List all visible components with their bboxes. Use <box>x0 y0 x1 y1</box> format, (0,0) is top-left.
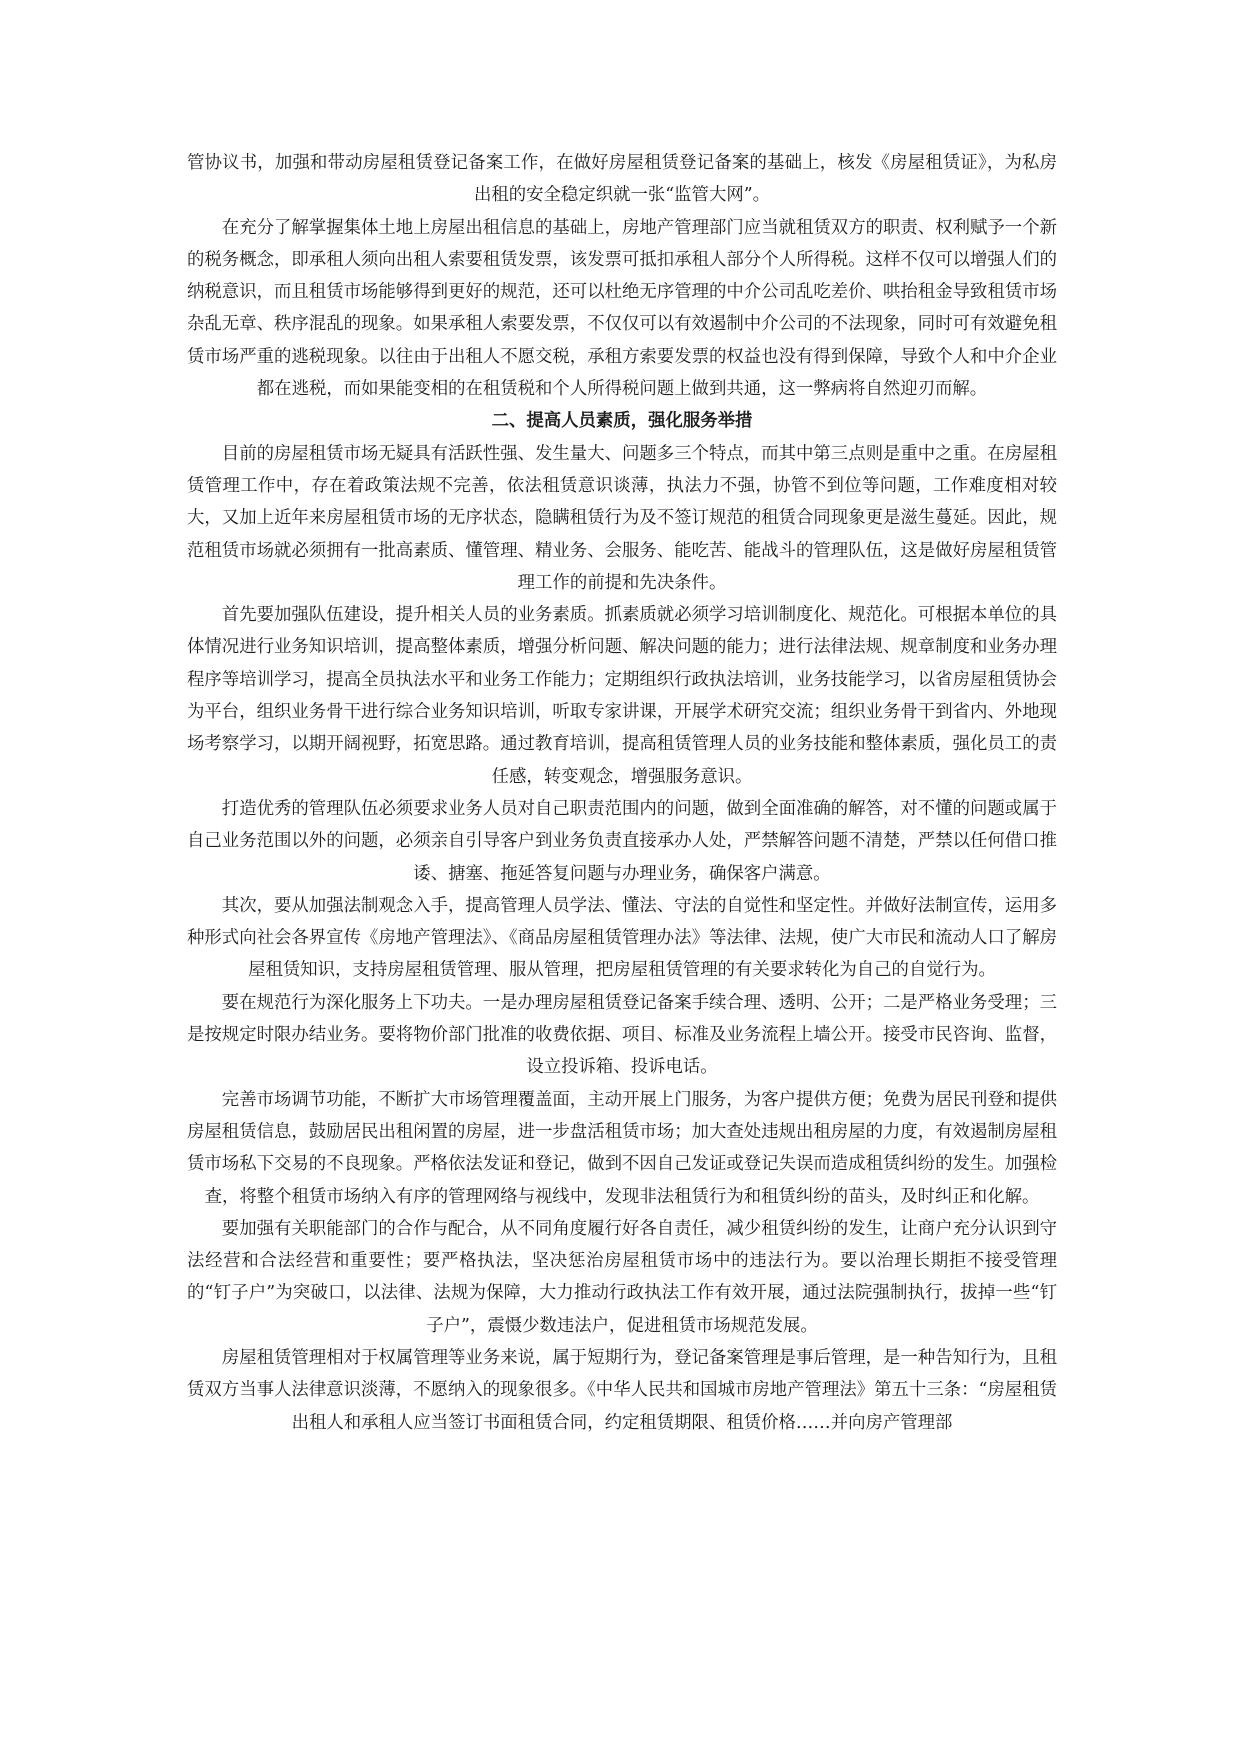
paragraph: 其次，要从加强法制观念入手，提高管理人员学法、懂法、守法的自觉性和坚定性。并做好法制宣传，运用多种形式向社会各界宣传《房地产管理法》、《商品房屋租赁管理办法》等法律、法规，使广大市民和流动人口了解房屋租赁知识，支持房屋租赁管理、服从管理，把房屋租赁管理的有关要求转化为自己的自觉行为。 <box>187 895 1057 981</box>
paragraph: 打造优秀的管理队伍必须要求业务人员对自己职责范围内的问题，做到全面准确的解答，对不懂的问题或属于自己业务范围以外的问题，必须亲自引导客户到业务负责直接承办人处，严禁解答问题不清楚，严禁以任何借口推诿、搪塞、拖延答复问题与办理业务，确保客户满意。 <box>187 798 1057 884</box>
paragraph: 管协议书，加强和带动房屋租赁登记备案工作，在做好房屋租赁登记备案的基础上，核发《房屋租赁证》，为私房出租的安全稳定织就一张“监管大网”。 <box>187 153 1057 206</box>
paragraph: 要加强有关职能部门的合作与配合，从不同角度履行好各自责任，减少租赁纠纷的发生，让商户充分认识到守法经营和合法经营和重要性；要严格执法，坚决惩治房屋租赁市场中的违法行为。要以治理长期拒不接受管理的“钉子户”为突破口，以法律、法规为保障，大力推动行政执法工作有效开展，通过法院强制执行，拔掉一些“钉子户”，震慑少数违法户，促进租赁市场规范发展。 <box>187 1218 1057 1336</box>
paragraph: 在充分了解掌握集体土地上房屋出租信息的基础上，房地产管理部门应当就租赁双方的职责、权利赋予一个新的税务概念，即承租人须向出租人索要租赁发票，该发票可抵扣承租人部分个人所得税。这样不仅可以增强人们的纳税意识，而且租赁市场能够得到更好的规范，还可以杜绝无序管理的中介公司乱吃差价、哄抬租金导致租赁市场杂乱无章、秩序混乱的现象。如果承租人索要发票，不仅仅可以有效遏制中介公司的不法现象，同时可有效避免租赁市场严重的逃税现象。以往由于出租人不愿交税，承租方索要发票的权益也没有得到保障，导致个人和中介企业都在逃税，而如果能变相的在租赁税和个人所得税问题上做到共通，这一弊病将自然迎刃而解。 <box>187 217 1057 400</box>
paragraph: 要在规范行为深化服务上下功夫。一是办理房屋租赁登记备案手续合理、透明、公开；二是严格业务受理；三是按规定时限办结业务。要将物价部门批准的收费依据、项目、标准及业务流程上墙公开。接受市民咨询、监督，设立投诉箱、投诉电话。 <box>187 992 1057 1078</box>
paragraph: 完善市场调节功能，不断扩大市场管理覆盖面，主动开展上门服务，为客户提供方便；免费为居民刊登和提供房屋租赁信息，鼓励居民出租闲置的房屋，进一步盘活租赁市场；加大查处违规出租房屋的力度，有效遏制房屋租赁市场私下交易的不良现象。严格依法发证和登记，做到不因自己发证或登记失误而造成租赁纠纷的发生。加强检查，将整个租赁市场纳入有序的管理网络与视线中，发现非法租赁行为和租赁纠纷的苗头，及时纠正和化解。 <box>187 1089 1057 1207</box>
section-heading: 二、提高人员素质，强化服务举措 <box>491 411 753 432</box>
document-body <box>187 147 1057 1439</box>
paragraph: 首先要加强队伍建设，提升相关人员的业务素质。抓素质就必须学习培训制度化、规范化。可根据本单位的具体情况进行业务知识培训，提高整体素质，增强分析问题、解决问题的能力；进行法律法规、规章制度和业务办理程序等培训学习，提高全员执法水平和业务工作能力；定期组织行政执法培训，业务技能学习，以省房屋租赁协会为平台，组织业务骨干进行综合业务知识培训，听取专家讲课，开展学术研究交流；组织业务骨干到省内、外地现场考察学习，以期开阔视野，拓宽思路。通过教育培训，提高租赁管理人员的业务技能和整体素质，强化员工的责任感，转变观念，增强服务意识。 <box>187 605 1057 787</box>
paragraph: 目前的房屋租赁市场无疑具有活跃性强、发生量大、问题多三个特点，而其中第三点则是重中之重。在房屋租赁管理工作中，存在着政策法规不完善，依法租赁意识谈薄，执法力不强，协管不到位等问题，工作难度相对较大，又加上近年来房屋租赁市场的无序状态，隐瞒租赁行为及不签订规范的租赁合同现象更是滋生蔓延。因此，规范租赁市场就必须拥有一批高素质、懂管理、精业务、会服务、能吃苦、能战斗的管理队伍，这是做好房屋租赁管理工作的前提和先决条件。 <box>187 443 1057 593</box>
paragraph: 房屋租赁管理相对于权属管理等业务来说，属于短期行为，登记备案管理是事后管理，是一种告知行为，且租赁双方当事人法律意识淡薄，不愿纳入的现象很多。《中华人民共和国城市房地产管理法》第五十三条：“房屋租赁出租人和承租人应当签订书面租赁合同，约定租赁期限、租赁价格……并向房产管理部 <box>187 1347 1057 1433</box>
